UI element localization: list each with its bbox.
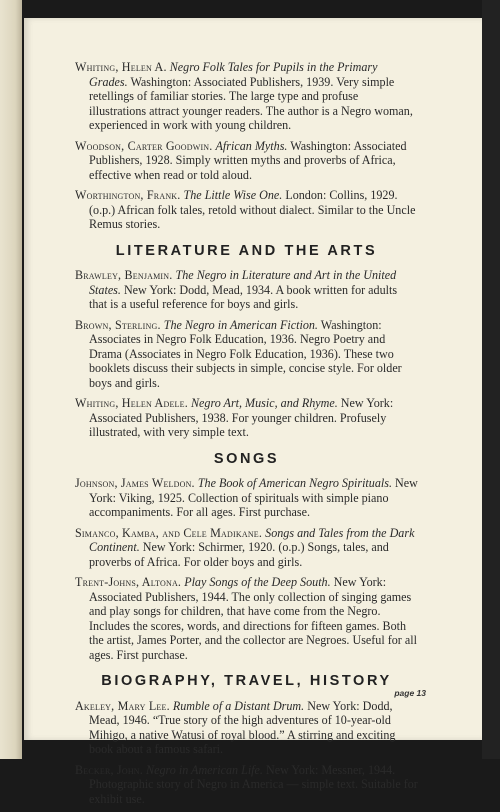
entry-description: London: Collins, 1929. (o.p.) African folk tales, retold without dialect. Similar to the Uncle Remus stories. <box>89 188 416 231</box>
bibliography-entry <box>75 526 418 570</box>
section-heading: LITERATURE AND THE ARTS <box>115 242 378 259</box>
entry-title: The Negro in Literature and Art in the United States. <box>89 268 397 297</box>
entry-title: Negro Art, Music, and Rhyme. <box>190 396 338 410</box>
section-heading: BIOGRAPHY, TRAVEL, HISTORY <box>101 673 392 689</box>
bibliography-entry <box>75 139 418 183</box>
entry-description: New York: Associated Publishers, 1938. For younger children. Profusely illustrated, with very simple text. <box>89 396 394 439</box>
entry-description: Washington: Associates in Negro Folk Education, 1936. Negro Poetry and Drama (Associates in Negro Folk Education, 1936). These two booklets discuss their subjects in simple, concise style. For older boys and girls. <box>89 317 402 390</box>
entry-title: The Book of American Negro Spirituals. <box>197 476 392 490</box>
entry-title: The Little Wise One. <box>183 188 283 202</box>
entry-description: New York: Dodd, Mead, 1934. A book written for adults that is a useful reference for boys and girls. <box>89 282 398 311</box>
bibliography-entry <box>75 268 418 312</box>
entry-author: Akeley, Mary Lee. <box>75 698 170 713</box>
entry-author: Johnson, James Weldon. <box>75 476 195 490</box>
entry-author: Becker, John. <box>75 762 143 777</box>
entry-author: Worthington, Frank. <box>75 188 181 202</box>
bibliography-entry <box>75 699 418 757</box>
entry-author: Whiting, Helen Adele. <box>75 396 188 410</box>
entry-description: New York: Associated Publishers, 1944. The only collection of singing games and play songs for children, that have come from the Negro. Includes the scores, words, and directions for fifteen games. Both the artist, James Porter, and the collector are Negroes. Useful for all ages. First purchase. <box>89 575 417 662</box>
bibliography-entry <box>75 188 418 232</box>
entry-title: The Negro in American Fiction. <box>163 317 318 332</box>
entry-description: New York: Viking, 1925. Collection of spirituals with simple piano accompaniments. For all ages. First purchase. <box>89 476 418 519</box>
entry-description: Washington: Associated Publishers, 1928. Simply written myths and proverbs of Africa, effective when read or told aloud. <box>89 138 407 182</box>
page-content <box>75 60 418 812</box>
entry-author: Trent-Johns, Altona. <box>75 575 182 589</box>
book-page <box>24 18 482 806</box>
entry-author: Brawley, Benjamin. <box>75 268 173 282</box>
entry-description: New York: Dodd, Mead, 1946. “True story of the high adventures of 10-year-old Mihigo, a native Watusi of royal blood.” A stirring and exciting book about a famous safari. <box>89 698 396 756</box>
bibliography-entry <box>75 318 418 391</box>
page-number: page 13 <box>394 688 426 698</box>
entry-description: New York: Messner, 1944. Photographic story of Negro in America — simple text. Suitable for exhibit use. <box>89 762 418 806</box>
bibliography-entry <box>75 476 418 520</box>
entry-title: African Myths. <box>215 138 288 153</box>
entry-title: Rumble of a Distant Drum. <box>172 698 305 713</box>
bibliography-entry <box>75 575 418 662</box>
entry-title: Songs and Tales from the Dark Continent. <box>89 525 415 554</box>
bibliography-entry <box>75 60 418 133</box>
entry-title: Play Songs of the Deep South. <box>184 575 331 589</box>
entry-title: Negro Folk Tales for Pupils in the Primary Grades. <box>89 60 378 89</box>
entry-description: New York: Schirmer, 1920. (o.p.) Songs, tales, and proverbs of Africa. For older boys and girls. <box>89 540 389 569</box>
right-binding <box>482 0 500 759</box>
entry-description: Washington: Associated Publishers, 1939. Very simple retellings of familiar stories. The large type and profuse illustrations attract younger readers. The author is a Negro woman, experienced in work with young children. <box>89 74 413 132</box>
section-heading: SONGS <box>213 450 280 467</box>
bibliography-entry <box>75 763 418 807</box>
entry-author: Woodson, Carter Goodwin. <box>75 138 213 153</box>
entry-author: Whiting, Helen A. <box>75 60 167 74</box>
entry-author: Simanco, Kamba, and Cele Madikane. <box>75 525 263 540</box>
entry-author: Brown, Sterling. <box>75 317 161 332</box>
bibliography-entry <box>75 396 418 440</box>
entry-title: Negro in American Life. <box>146 762 263 777</box>
left-binding <box>0 0 22 759</box>
